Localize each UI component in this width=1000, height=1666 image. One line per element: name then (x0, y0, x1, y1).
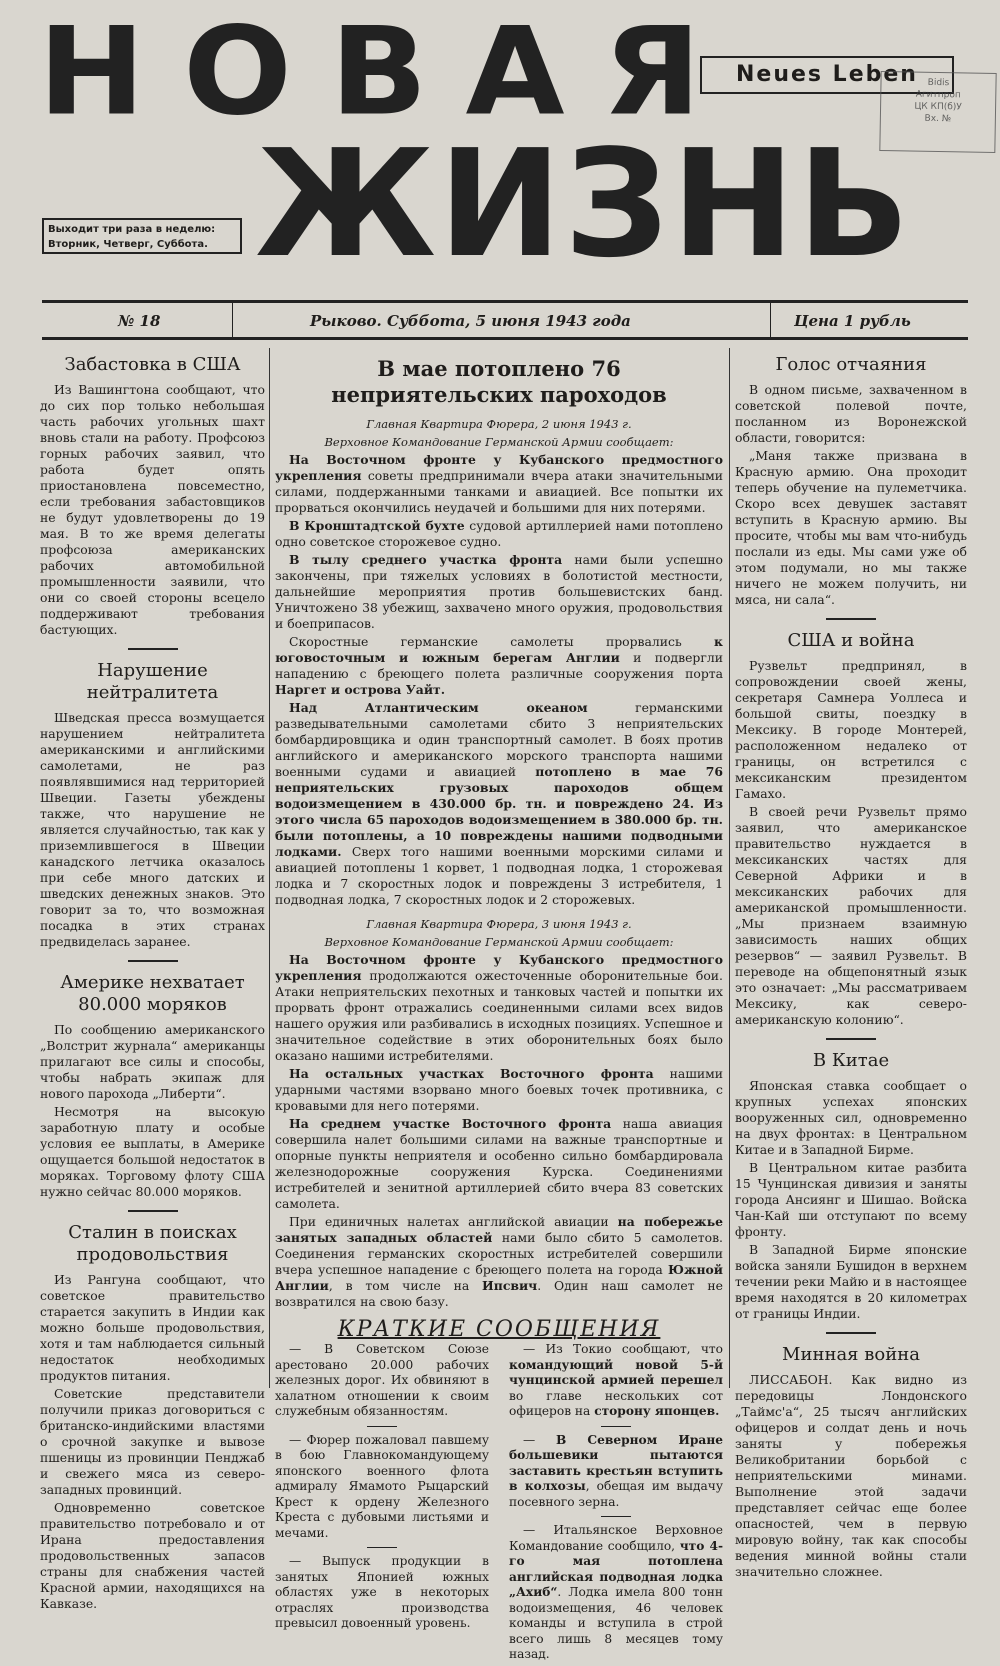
bold-run: командующий новой 5-й чунцинской армией перешел (509, 1357, 723, 1387)
brief-divider (601, 1516, 631, 1517)
dispatch-dateline: Главная Квартира Фюрера, 3 июня 1943 г. (366, 917, 632, 931)
middle-column (275, 350, 723, 1666)
bold-run: Южной Англии (275, 1262, 723, 1293)
dispatch-source: Верховное Командование Германской Армии сообщает: (324, 935, 674, 949)
article-text: ЛИССАБОН. Как видно из передовицы Лондонского „Таймс'а“, 25 тысяч английских офицеров и солдат день и ночь заняты у побережья Великобритании борьбой с неприятельскими минами. Выполнение этой задачи представляет сейчас еще более опасностей, чем в первую мировую войну, так как способы ведения минной войны стали значительно сложнее. (735, 1372, 967, 1579)
dispatch-paragraph (275, 518, 723, 550)
article-text: Рузвельт предпринял, в сопровождении своей жены, секретаря Самнера Уоллеса и большой свиты, поездку в Мексику. В городе Монтерей, расположенном недалеко от границы, он встретился с мексиканским президентом Гамахо. (735, 658, 967, 801)
issue-dateline: Рыково. Суббота, 5 июня 1943 года (310, 312, 631, 330)
stamp-line: Агитпроп (915, 89, 961, 101)
text-run: нашими ударными частями взорвано много боевых точек противника, с кровавыми для него потерями. (275, 1066, 723, 1113)
article-text: По сообщению американского „Волстрит журнала“ американцы прилагают все силы и способы, чтобы набрать экипаж для нового парохода „Либерти“. (40, 1022, 265, 1101)
text-run: советы предпринимали вчера атаки значительными силами, поддержанными танками и авиацией. Все попытки их прорваться окончились неудачей и большими для них потерями. (275, 468, 723, 515)
article-text: „Маня также призвана в Красную армию. Она проходит теперь обучение на пулеметчика. Скоро всех девушек заставят вступить в Красную армию. Вы просите, чтобы мы вам что-нибудь послали из еды. Мы сами уже об этом подумали, но мы также ничего не можем получить, ни мяса, ни сала“. (735, 448, 967, 607)
dispatch-paragraph (275, 952, 723, 1064)
article-text: В Центральном китае разбита 15 Чунцинская дивизия и заняты города Ансиянг и Шишао. Войска Чан-Кай ши отступают по всему фронту. (735, 1160, 967, 1239)
article-title: В Китае (812, 1050, 890, 1071)
article-divider (128, 648, 178, 650)
bold-run: Ипсвич (482, 1278, 538, 1293)
article-divider (826, 618, 876, 620)
text-run: Скоростные германские самолеты прорвались (289, 634, 715, 649)
issue-info-bar (42, 300, 968, 340)
brief-news-columns (275, 1342, 723, 1666)
article-title: Нарушение нейтралитета (86, 660, 219, 703)
article-divider (826, 1038, 876, 1040)
article-text: Советские представители получили приказ договориться с британско-индийскими властями о срочной закупке и вывозе пшеницы из провинции Пенджаб и свежего мяса из северо-западных провинций. (40, 1386, 265, 1497)
masthead-german-subtitle: Neues Leben (700, 56, 954, 94)
column-rule (269, 348, 270, 1388)
text-run: продолжаются ожесточенные оборонительные бои. Атаки неприятельских пехотных и танковых частей и попытки их прорвать фронт отражались соединенными силами всех видов нашего оружия или разбивались в исходных позициях. Успешное и значительное содействие в этих оборонительных боях было оказано нашими истребителями. (275, 968, 723, 1063)
text-run: — Итальянское Верховное Командование сообщило, (509, 1523, 723, 1553)
text-run: германскими разведывательными самолетами сбито 3 неприятельских бомбардировщика и один транспортный самолет. В боях против английского и американского морского транспорта нашими военными судами и авиацией (275, 700, 723, 779)
article-divider (128, 1210, 178, 1212)
article-text: В одном письме, захваченном в советской полевой почте, посланном из Воронежской области, говорится: (735, 382, 967, 445)
article-text: Из Рангуна сообщают, что советское правительство старается закупить в Индии как можно больше продовольствия, хотя и там наблюдается сильный недостаток необходимых продуктов питания. (40, 1272, 265, 1383)
text-run: и подвергли нападению с бреющего полета различные сооружения порта (275, 650, 723, 681)
brief-item: — В Советском Союзе арестовано 20.000 рабочих железных дорог. Их обвиняют в халатном отношении к своим служебным обязанностям. (275, 1342, 489, 1418)
article-title: Сталин в поисках продовольствия (68, 1222, 237, 1265)
article-title: Голос отчаяния (775, 354, 927, 375)
text-run: , в том числе на (328, 1278, 483, 1293)
bold-run: сторону японцев. (594, 1404, 720, 1418)
column-rule (729, 348, 730, 1388)
text-run: . Один наш самолет не возвратился на свою базу. (275, 1278, 723, 1309)
infobar-divider (770, 303, 771, 337)
bold-run: На Восточном фронте у Кубанского предмостного укрепления (275, 952, 723, 983)
archive-stamp (879, 71, 996, 153)
bold-run: В Кронштадтской бухте (289, 518, 465, 533)
article-text: Японская ставка сообщает о крупных успехах японских вооруженных сил, одновременно на двух фронтах: в Центральном Китае и в Западной Бирме. (735, 1078, 967, 1157)
dispatch-paragraph (275, 552, 723, 632)
text-run: во главе нескольких сот офицеров на (509, 1388, 723, 1418)
text-run: наша авиация совершила налет большими силами на важные транспортные и опорные пункты неприятеля и особенно сильно бомбардировала железнодорожные сооружения Курска. Соединениями истребителей и зенитной артиллерией сбито вчера 83 советских самолета. (275, 1116, 723, 1211)
article-text: Из Вашингтона сообщают, что до сих пор только небольшая часть рабочих угольных шахт вновь стали на работу. Профсоюз горных рабочих заявил, что работа будет опять приостановлена повсеместно, если требования забастовщиков не будут удовлетворены до 19 мая. В то же время делегаты профсоюза американских рабочих автомобильной промышленности заявили, что они со своей стороны всецело поддерживают требования бастующих. (40, 382, 265, 637)
bold-run: В тылу среднего участка фронта (289, 552, 563, 567)
masthead-title-line1: НОВАЯ (38, 1, 740, 144)
text-run: При единичных налетах английской авиации (289, 1214, 618, 1229)
brief-item (509, 1433, 723, 1511)
bold-run: На остальных участках Восточного фронта (289, 1066, 654, 1081)
brief-item (509, 1342, 723, 1420)
dispatch-paragraph (275, 1066, 723, 1114)
text-run: . Лодка имела 800 тонн водоизмещения, 46 человек команды и вступила в строй всего лишь 8 месяцев тому назад. (509, 1585, 723, 1661)
stamp-line: Bidis (927, 77, 950, 89)
brief-news-subcolumn (509, 1342, 723, 1666)
right-column (735, 350, 967, 1582)
text-run: , обещая им выдачу посевного зерна. (509, 1479, 723, 1509)
brief-item: — Фюрер пожаловал павшему в бою Главнокомандующему японского военного флота адмиралу Ямамото Рыцарский Крест к ордену Железного Креста с дубовыми листьями и мечами. (275, 1432, 489, 1540)
bold-run: на побережье занятых западных областей (275, 1214, 723, 1245)
schedule-line1: Выходит три раза в неделю: (48, 224, 216, 235)
article-text: В Западной Бирме японские войска заняли Бушидон в верхнем течении реки Майю и в настоящее время находятся в 20 километрах от границы Индии. (735, 1242, 967, 1321)
issue-price: Цена 1 рубль (794, 312, 911, 330)
brief-item (509, 1523, 723, 1663)
bold-run: Над Атлантическим океаном (289, 700, 588, 715)
stamp-line: ЦК КП(б)У (914, 101, 962, 113)
dispatch-dateline: Главная Квартира Фюрера, 2 июня 1943 г. (366, 417, 632, 431)
brief-news-heading: КРАТКИЕ СООБЩЕНИЯ (337, 1317, 661, 1342)
text-run: Сверх того нашими военными морскими силами и авиацией потоплены 1 корвет, 1 подводная лодка, 1 сторожевая лодка и 7 скоростных лодок и повреждены 3 истребителя, 1 подводная лодка, 7 скоростных лодок и 2 сторожевых. (275, 844, 723, 907)
dispatch-paragraph (275, 634, 723, 698)
bold-run: потоплено в мае 76 неприятельских грузовых пароходов общем водоизмещением в 430.000 бр. тн. и повреждено 24. Из этого числа 65 пароходов водоизмещением в 380.000 бр. тн. были потоплены, а 10 повреждены нашими подводными лодками. (275, 764, 723, 859)
dispatch-paragraph (275, 1116, 723, 1212)
dispatch-paragraph (275, 452, 723, 516)
bold-run: В Северном Иране большевики пытаются заставить крестьян вступить в колхозы (509, 1432, 724, 1493)
masthead-title-line2: ЖИЗНЬ (255, 118, 912, 290)
text-run: — (523, 1432, 556, 1447)
text-run: судовой артиллерией нами потоплено одно советское сторожевое судно. (275, 518, 724, 549)
issue-number: № 18 (118, 312, 161, 330)
left-column (40, 350, 265, 1614)
bold-run: На Восточном фронте у Кубанского предмостного укрепления (275, 452, 723, 483)
brief-news-subcolumn (275, 1342, 489, 1666)
article-divider (826, 1332, 876, 1334)
article-text: В своей речи Рузвельт прямо заявил, что американское правительство нуждается в мексиканских частях для Северной Африки и в мексиканских рабочих для американской промышленности. „Мы признаем взаимную зависимость наших общих резервов“ — заявил Рузвельт. В переводе на общепонятный язык это означает: „Мы рассматриваем Мексику, как северо-американскую колонию“. (735, 804, 967, 1027)
brief-divider (367, 1426, 397, 1427)
article-title: США и война (787, 630, 915, 651)
article-text: Шведская пресса возмущается нарушением нейтралитета американскими и английскими самолетами, не раз появлявшимися над территорией Швеции. Газеты убеждены также, что нарушение не является случайностью, так как у приземлившегося в Швеции канадского летчика оказалось при себе много датских и шведских денежных знаков. Это говорит за то, что возможная посадка в этих странах предвиделась заранее. (40, 710, 265, 949)
dispatch-paragraph (275, 700, 723, 908)
dispatch-source: Верховное Командование Германской Армии сообщает: (324, 435, 674, 449)
brief-divider (367, 1547, 397, 1548)
text-run: нами были успешно закончены, при тяжелых условиях в болотистой местности, дальнейшие мероприятия против большевистских банд. Уничтожено 38 убежищ, захвачено много оружия, продовольствия и боеприпасов. (275, 552, 723, 631)
article-text: Одновременно советское правительство потребовало и от Ирана предоставления продовольственных запасов страны для снабжения частей Красной армии, находящихся на Кавказе. (40, 1500, 265, 1611)
article-title: Забастовка в США (64, 354, 241, 375)
article-title: Минная война (782, 1344, 920, 1365)
text-run: — Из Токио сообщают, что (523, 1342, 723, 1356)
publication-schedule (42, 218, 242, 254)
schedule-line2: Вторник, Четверг, Суббота. (48, 239, 208, 250)
article-title: Америке нехватает 80.000 моряков (60, 972, 245, 1015)
dispatch-paragraph (275, 1214, 723, 1310)
article-divider (128, 960, 178, 962)
article-text: Несмотря на высокую заработную плату и особые условия ее выплаты, в Америке ощущается большой недостаток в моряках. Торговому флоту США нужно сейчас 80.000 моряков. (40, 1104, 265, 1199)
text-run: нами было сбито 5 самолетов. Соединения германских скоростных истребителей совершили вчера успешное нападение с бреющего полета на города (275, 1230, 723, 1277)
brief-item: — Выпуск продукции в занятых Японией южных областях уже в некоторых отраслях производства превысил довоенный уровень. (275, 1554, 489, 1630)
bold-run: что 4-го мая потоплена английская подводная лодка „Ахиб“ (509, 1538, 723, 1599)
main-headline: В мае потоплено 76 неприятельских пароходов (331, 356, 667, 407)
bold-run: На среднем участке Восточного фронта (289, 1116, 612, 1131)
bold-run: к юговосточным и южным берегам Англии (275, 634, 723, 665)
brief-divider (601, 1426, 631, 1427)
infobar-divider (232, 303, 233, 337)
stamp-line: Вх. № (924, 113, 952, 125)
bold-run: Наргет и острова Уайт. (275, 682, 446, 697)
